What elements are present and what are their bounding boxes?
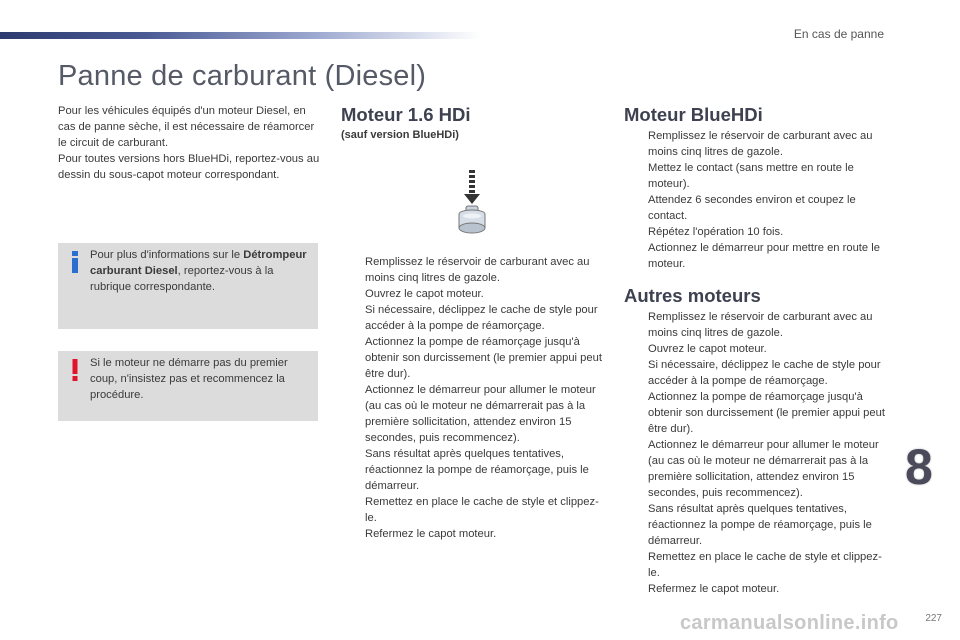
intro-text	[58, 103, 320, 183]
page-title: Panne de carburant (Diesel)	[58, 60, 427, 92]
step-text: Actionnez le démarreur pour mettre en route le moteur.	[648, 242, 880, 270]
step-text: Actionnez la pompe de réamorçage jusqu'à obtenir son durcissement (le premier appui peut être dur).	[365, 336, 602, 380]
steps-autres-moteurs	[624, 309, 889, 597]
info-note	[58, 243, 318, 329]
step-text: Actionnez le démarreur pour allumer le moteur (au cas où le moteur ne démarrerait pas à la première sollicitation, attendez environ 15 secondes, puis recommencez).	[365, 384, 596, 444]
info-note-bold: Détrompeur carburant Diesel	[90, 249, 307, 277]
step-text: Mettez le contact (sans mettre en route le moteur).	[648, 162, 854, 190]
step-item	[624, 549, 889, 581]
step-item	[341, 526, 603, 542]
step-item	[624, 389, 889, 437]
step-text: Ouvrez le capot moteur.	[648, 343, 767, 355]
step-text: Remplissez le réservoir de carburant avec au moins cinq litres de gazole.	[365, 256, 590, 284]
step-item	[624, 240, 889, 272]
watermark: carmanualsonline.info	[680, 612, 899, 634]
chapter-number: 8	[905, 439, 933, 495]
step-item	[624, 437, 889, 501]
warning-icon	[70, 359, 80, 381]
step-item	[341, 382, 603, 446]
fuel-pump-icon	[451, 168, 493, 240]
step-text: Attendez 6 secondes environ et coupez le contact.	[648, 194, 856, 222]
warning-note	[58, 351, 318, 421]
info-note-text	[90, 247, 310, 295]
intro-paragraph: Pour les véhicules équipés d'un moteur Diesel, en cas de panne sèche, il est nécessaire de réamorcer le circuit de carburant.	[58, 105, 315, 149]
step-item	[341, 254, 603, 286]
step-item	[341, 446, 603, 494]
header-gradient-bar	[0, 32, 480, 39]
step-text: Sans résultat après quelques tentatives, réactionnez la pompe de réamorçage, puis le démarreur.	[365, 448, 589, 492]
info-note-text-after: , reportez-vous à la rubrique correspondante.	[90, 265, 274, 293]
step-text: Remettez en place le cache de style et clippez-le.	[365, 496, 599, 524]
info-note-text-before: Pour plus d'informations sur le	[90, 249, 244, 261]
step-item	[624, 128, 889, 160]
step-item	[341, 302, 603, 334]
step-item	[624, 341, 889, 357]
step-item	[624, 160, 889, 192]
step-item	[624, 224, 889, 240]
steps-moteur-hdi	[341, 254, 603, 542]
steps-moteur-bluehdi	[624, 128, 889, 272]
section-name: En cas de panne	[793, 27, 884, 41]
step-text: Si nécessaire, déclippez le cache de style pour accéder à la pompe de réamorçage.	[365, 304, 598, 332]
step-text: Actionnez la pompe de réamorçage jusqu'à obtenir son durcissement (le premier appui peut être dur).	[648, 391, 885, 435]
step-item	[624, 581, 889, 597]
step-item	[341, 494, 603, 526]
step-text: Remplissez le réservoir de carburant avec au moins cinq litres de gazole.	[648, 130, 873, 158]
step-item	[624, 309, 889, 341]
page-number: 227	[925, 613, 942, 624]
step-item	[624, 192, 889, 224]
step-text: Refermez le capot moteur.	[365, 528, 497, 540]
step-text: Ouvrez le capot moteur.	[365, 288, 484, 300]
step-text: Répétez l'opération 10 fois.	[648, 226, 784, 238]
subnote-sauf-bluehdi: (sauf version BlueHDi)	[341, 129, 459, 141]
step-text: Sans résultat après quelques tentatives, réactionnez la pompe de réamorçage, puis le démarreur.	[648, 503, 872, 547]
step-item	[624, 357, 889, 389]
step-item	[624, 501, 889, 549]
step-text: Refermez le capot moteur.	[648, 583, 780, 595]
heading-autres-moteurs: Autres moteurs	[624, 285, 761, 306]
step-item	[341, 286, 603, 302]
step-item	[341, 334, 603, 382]
step-text: Remplissez le réservoir de carburant avec au moins cinq litres de gazole.	[648, 311, 873, 339]
intro-paragraph: Pour toutes versions hors BlueHDi, reportez-vous au dessin du sous-capot moteur correspondant.	[58, 153, 320, 181]
warning-note-text: Si le moteur ne démarre pas du premier coup, n'insistez pas et recommencez la procédure.	[90, 357, 288, 401]
info-icon	[70, 251, 80, 273]
step-text: Si nécessaire, déclippez le cache de style pour accéder à la pompe de réamorçage.	[648, 359, 881, 387]
step-text: Actionnez le démarreur pour allumer le moteur (au cas où le moteur ne démarrerait pas à la première sollicitation, attendez environ 15 secondes, puis recommencez).	[648, 439, 879, 499]
heading-moteur-hdi: Moteur 1.6 HDi	[341, 104, 471, 125]
heading-moteur-bluehdi: Moteur BlueHDi	[624, 104, 763, 125]
step-text: Remettez en place le cache de style et clippez-le.	[648, 551, 882, 579]
